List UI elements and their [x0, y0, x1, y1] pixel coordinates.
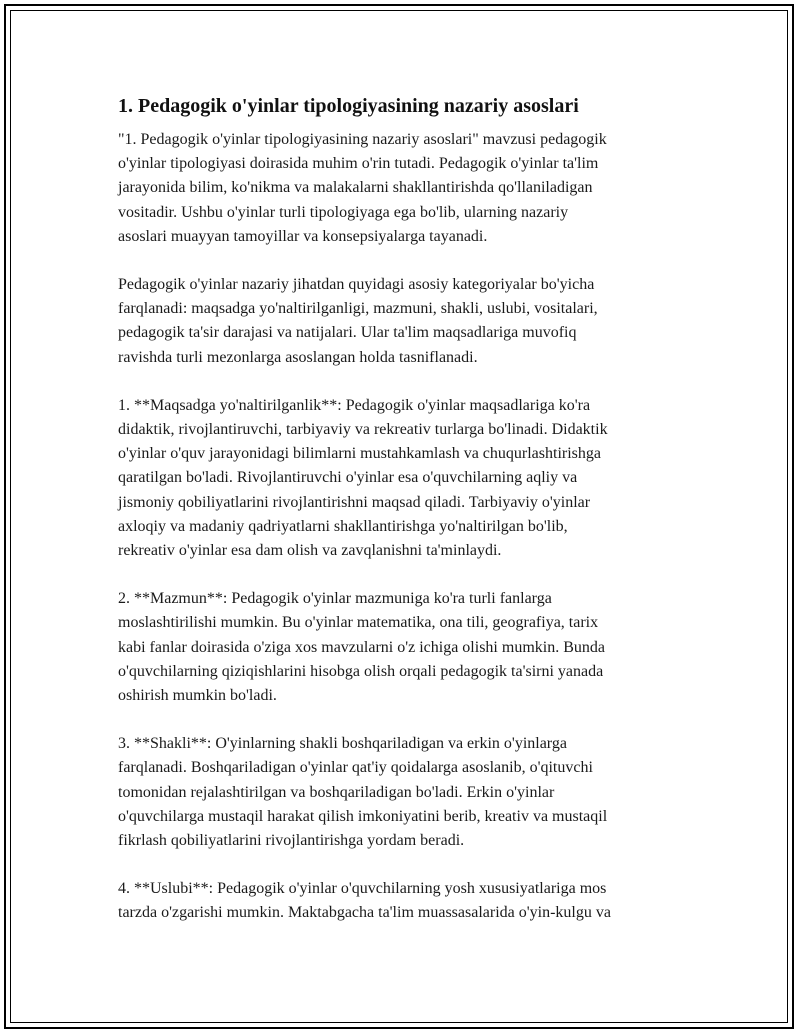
document-body: [118, 94, 693, 926]
paragraph-content: 2. **Mazmun**: Pedagogik o'yinlar mazmuniga ko'ra turli fanlarga moslashtirilishi mumkin. Bu o'yinlar matematika, ona tili, geografiya, tarix kabi fanlar doirasida o'ziga xos mavzularni o'z ichiga olishi mumkin. Bunda o'quvchilarning qiziqishlarini hisobga olish orqali pedagogik ta'sirni yanada oshirish mumkin bo'ladi.: [118, 590, 605, 705]
document-title: 1. Pedagogik o'yinlar tipologiyasining nazariy asoslari: [118, 95, 579, 117]
paragraph-intro: "1. Pedagogik o'yinlar tipologiyasining nazariy asoslari" mavzusi pedagogik o'yinlar tipologiyasi doirasida muhim o'rin tutadi. Pedagogik o'yinlar ta'lim jarayonida bilim, ko'nikma va malakalarni shakllantirishda qo'llaniladigan vositadir. Ushbu o'yinlar turli tipologiyaga ega bo'lib, ularning nazariy asoslari muayyan tamoyillar va konsepsiyalarga tayanadi.: [118, 131, 607, 245]
paragraph-goal-orientation: 1. **Maqsadga yo'naltirilganlik**: Pedagogik o'yinlar maqsadlariga ko'ra didaktik, rivojlantiruvchi, tarbiyaviy va rekreativ turlarga bo'linadi. Didaktik o'yinlar o'quv jarayonidagi bilimlarni mustahkamlash va chuqurlashtirishga qaratilgan bo'ladi. Rivojlantiruvchi o'yinlar esa o'quvchilarning aqliy va jismoniy qobiliyatlarini rivojlantirishni maqsad qiladi. Tarbiyaviy o'yinlar axloqiy va madaniy qadriyatlarni shakllantirishga yo'naltirilgan bo'lib, rekreativ o'yinlar esa dam olish va zavqlanishni ta'minlaydi.: [118, 396, 608, 560]
paragraph-categories: Pedagogik o'yinlar nazariy jihatdan quyidagi asosiy kategoriyalar bo'yicha farqlanadi: maqsadga yo'naltirilganligi, mazmuni, shakli, uslubi, vositalari, pedagogik ta'sir darajasi va natijalari. Ular ta'lim maqsadlariga muvofiq ravishda turli mezonlarga asoslangan holda tasniflanadi.: [118, 276, 598, 366]
paragraph-style: 4. **Uslubi**: Pedagogik o'yinlar o'quvchilarning yosh xususiyatlariga mos tarzda o'zgarishi mumkin. Maktabgacha ta'lim muassasalarida o'yin-kulgu va: [118, 880, 611, 922]
paragraph-form: 3. **Shakli**: O'yinlarning shakli boshqariladigan va erkin o'yinlarga farqlanadi. Boshqariladigan o'yinlar qat'iy qoidalarga asoslanib, o'qituvchi tomonidan rejalashtirilgan va boshqariladigan bo'ladi. Erkin o'yinlar o'quvchilarga mustaqil harakat qilish imkoniyatini berib, kreativ va mustaqil fikrlash qobiliyatlarini rivojlantirishga yordam beradi.: [118, 735, 608, 850]
